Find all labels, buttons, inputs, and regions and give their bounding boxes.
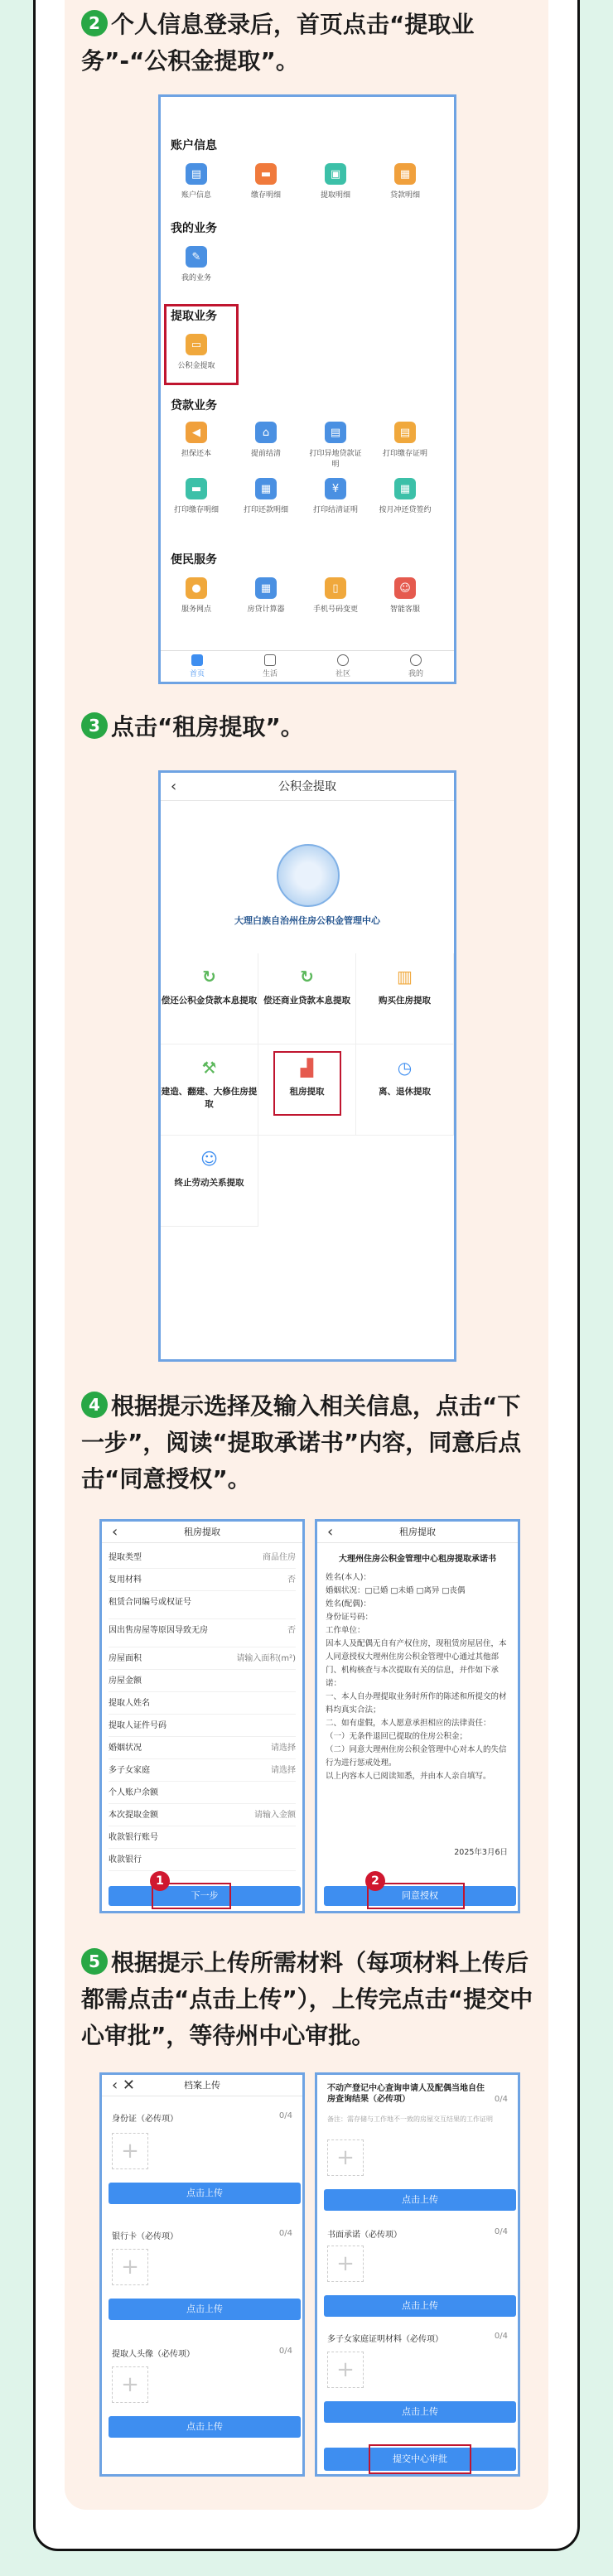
section-title-service: 便民服务 xyxy=(171,553,217,567)
user-circle-icon: ☺ xyxy=(200,1148,218,1169)
section-title-account: 账户信息 xyxy=(171,139,217,152)
user-icon xyxy=(410,654,422,666)
truck-icon: ▬ xyxy=(186,478,207,499)
form-row-label: 个人账户余额 xyxy=(109,1788,158,1797)
tab-home[interactable]: 首页 xyxy=(172,654,222,678)
upload-screenshot-2 xyxy=(315,2072,520,2477)
upload-button-bank[interactable]: 点击上传 xyxy=(109,2299,301,2320)
option-terminate-labor[interactable]: ☺ 终止劳动关系提取 xyxy=(161,1136,258,1227)
add-photo-id[interactable]: + xyxy=(112,2133,148,2169)
form-row-label: 本次提取金额 xyxy=(109,1811,158,1820)
calculator-icon: ▦ xyxy=(255,577,277,599)
step-5-description: 根据提示上传所需材料（每项材料上传后都需点击“点击上传”），上传完点击“提交中心审批”，等待州中心审批。 xyxy=(81,1949,533,2049)
tile-account-info[interactable]: ▤ 账户信息 xyxy=(167,163,225,200)
form-row-value[interactable]: 请输入金额 xyxy=(254,1811,296,1820)
upload-count-promise: 0/4 xyxy=(494,2227,508,2236)
add-photo-property[interactable]: + xyxy=(327,2139,364,2176)
tile-loan-4[interactable]: ▤ 打印缴存证明 xyxy=(376,422,434,458)
step-3-description: 点击“租房提取”。 xyxy=(111,713,304,740)
bag-icon xyxy=(264,654,276,666)
loan-icon: ▦ xyxy=(394,163,416,185)
refresh-icon: ↻ xyxy=(300,966,314,987)
tile-loan-6[interactable]: ▦ 打印还款明细 xyxy=(237,478,295,514)
calendar-icon: ▦ xyxy=(255,478,277,499)
document-icon: ✎ xyxy=(186,246,207,268)
house-icon: ⌂ xyxy=(255,422,277,443)
promise-heading: 大理州住房公积金管理中心租房提取承诺书 xyxy=(339,1555,496,1564)
form-row[interactable] xyxy=(109,1740,296,1759)
upload-note-property: 备注：需存储与工作地不一致的房屋交互结果的工作证明 xyxy=(327,2115,493,2123)
print-icon: ▤ xyxy=(325,422,346,443)
step-5-number: 5 xyxy=(81,1948,108,1975)
tile-fund-withdraw[interactable]: ▭ 公积金提取 xyxy=(167,334,225,370)
withdraw-icon: ▣ xyxy=(325,163,346,185)
section-title-withdraw: 提取业务 xyxy=(171,310,217,323)
upload-button-id[interactable]: 点击上传 xyxy=(109,2183,301,2204)
option-repay-commercial-loan[interactable]: ↻ 偿还商业贷款本息提取 xyxy=(258,953,356,1044)
upload-navbar: ‹ ✕ 档案上传 xyxy=(102,2075,302,2096)
form-row-value[interactable]: 否 xyxy=(287,1575,296,1585)
step-2-text xyxy=(81,7,535,80)
form-row-label: 收款银行 xyxy=(109,1855,142,1864)
tile-service-3[interactable]: ▯ 手机号码变更 xyxy=(306,577,364,614)
form-row[interactable] xyxy=(109,1673,296,1692)
org-name: 大理白族自治州住房公积金管理中心 xyxy=(234,915,380,926)
form-row[interactable] xyxy=(109,1550,296,1569)
form-row-value[interactable]: 请输入面积(m²) xyxy=(236,1654,296,1663)
option-repay-fund-loan[interactable]: ↻ 偿还公积金贷款本息提取 xyxy=(161,953,258,1044)
step-4-text xyxy=(81,1388,535,1498)
building-icon: ▥ xyxy=(397,966,413,987)
upload-label-promise: 书面承诺（必传项） xyxy=(327,2231,402,2240)
fund-icon: ▭ xyxy=(186,334,207,355)
form-row[interactable] xyxy=(109,1623,296,1647)
promise-screenshot xyxy=(315,1519,520,1913)
form-row[interactable] xyxy=(109,1763,296,1782)
form-row[interactable] xyxy=(109,1852,296,1871)
calendar-icon: ▦ xyxy=(394,478,416,499)
form-row-value[interactable]: 商品住房 xyxy=(263,1553,296,1562)
tile-loan-2[interactable]: ⌂ 提前结清 xyxy=(237,422,295,458)
add-photo-bank[interactable]: + xyxy=(112,2249,148,2285)
form-row[interactable] xyxy=(109,1718,296,1737)
tile-deposit-detail[interactable]: ▬ 缴存明细 xyxy=(237,163,295,200)
form-row[interactable] xyxy=(109,1807,296,1826)
home-screenshot xyxy=(158,94,456,684)
tile-loan-3[interactable]: ▤ 打印异地贷款证明 xyxy=(306,422,364,469)
add-photo-promise[interactable]: + xyxy=(327,2246,364,2282)
step-4-description: 根据提示选择及输入相关信息，点击“下一步”，阅读“提取承诺书”内容，同意后点击“同意授权”。 xyxy=(81,1392,522,1493)
hammer-icon: ⚒ xyxy=(201,1057,217,1078)
highlight-rent-option xyxy=(273,1051,341,1116)
promise-body: 姓名(本人)： 婚姻状况：□已婚 □未婚 □离异 □丧偶 姓名(配偶)： 身份证号码： 工作单位： 因本人及配偶无自有产权住房，现租赁房屋居住，本人同意授权大理州住房公积金管理中心通过其他部门、机构核查与本次提取有关的信息，并作如下承诺： 一、本人自办理提取业务时所作的陈述和所提交的材料均真实合法； 二、如有虚假，本人愿意承担相应的法律责任： （一）无条件退回已提取的住房公积金； （二）同意大理州住房公积金管理中心对本人的失信行为进行惩戒处理。 以上内容本人已阅读知悉，并由本人亲自填写。 xyxy=(326,1573,507,1781)
tab-life[interactable]: 生活 xyxy=(245,654,295,678)
wallet-icon: ▬ xyxy=(255,163,277,185)
agree-button[interactable]: 同意授权 xyxy=(324,1886,516,1906)
location-icon: ● xyxy=(186,577,207,599)
form-row-label: 复用材料 xyxy=(109,1575,142,1585)
form-row[interactable] xyxy=(109,1696,296,1715)
rent-form-screenshot xyxy=(99,1519,305,1913)
step-3-text xyxy=(81,709,535,745)
section-title-loan: 贷款业务 xyxy=(171,399,217,412)
option-build-house[interactable]: ⚒ 建造、翻建、大修住房提取 xyxy=(161,1044,258,1136)
upload-count-avatar: 0/4 xyxy=(278,2347,292,2356)
tile-loan-5[interactable]: ▬ 打印缴存明细 xyxy=(167,478,225,514)
form-row-label: 提取类型 xyxy=(109,1553,142,1562)
chat-icon xyxy=(337,654,349,666)
upload-count-bank: 0/4 xyxy=(278,2229,292,2238)
form-row[interactable] xyxy=(109,1785,296,1804)
form-row-value[interactable]: 请选择 xyxy=(271,1766,296,1775)
form-row-label: 婚姻状况 xyxy=(109,1744,142,1753)
next-button[interactable]: 下一步 xyxy=(109,1886,301,1906)
chart-icon: ▟ xyxy=(300,1057,314,1078)
form-row-label: 收款银行账号 xyxy=(109,1833,158,1842)
upload-button-avatar[interactable]: 点击上传 xyxy=(109,2416,301,2438)
option-rent-house[interactable]: ▟ 租房提取 xyxy=(258,1044,356,1136)
upload-button-property[interactable]: 点击上传 xyxy=(324,2189,516,2211)
form-row-value[interactable]: 否 xyxy=(287,1626,296,1635)
step-4-number: 4 xyxy=(81,1392,108,1418)
form-row-label: 租赁合同编号或权证号 xyxy=(109,1598,191,1607)
withdraw-title: 公积金提取 xyxy=(278,780,336,794)
section-title-my-business: 我的业务 xyxy=(171,222,217,235)
tile-loan-8[interactable]: ▦ 按月冲还贷签约 xyxy=(376,478,434,514)
step-2-description: 个人信息登录后，首页点击“提取业务”-“公积金提取”。 xyxy=(81,11,475,75)
yen-icon: ¥ xyxy=(325,478,346,499)
submit-review-button[interactable]: 提交中心审批 xyxy=(324,2448,516,2471)
form-row-label: 多子女家庭 xyxy=(109,1766,150,1775)
upload-label-family: 多子女家庭证明材料（必传项） xyxy=(327,2335,443,2344)
tile-loan-1[interactable]: ◀ 担保还本 xyxy=(167,422,225,458)
tile-loan-7[interactable]: ¥ 打印结清证明 xyxy=(306,478,364,514)
promise-navbar: ‹ 租房提取 xyxy=(317,1522,518,1543)
tile-service-2[interactable]: ▦ 房贷计算器 xyxy=(237,577,295,614)
highlight-submit-button xyxy=(369,2444,471,2474)
upload-count-family: 0/4 xyxy=(494,2332,508,2341)
step-3-number: 3 xyxy=(81,712,108,739)
tile-service-4[interactable]: ☺ 智能客服 xyxy=(376,577,434,614)
back-icon[interactable]: ‹ ✕ xyxy=(112,2077,136,2094)
upload-count-property: 0/4 xyxy=(494,2095,508,2104)
clock-icon: ◷ xyxy=(397,1057,413,1078)
upload-screenshot-1 xyxy=(99,2072,305,2477)
tile-service-1[interactable]: ● 服务网点 xyxy=(167,577,225,614)
form-row-label: 房屋面积 xyxy=(109,1654,142,1663)
add-photo-avatar[interactable]: + xyxy=(112,2366,148,2403)
add-photo-family[interactable]: + xyxy=(327,2352,364,2388)
tile-loan-detail[interactable]: ▦ 贷款明细 xyxy=(376,163,434,200)
back-icon[interactable]: ‹ xyxy=(171,778,177,795)
tab-mine[interactable]: 我的 xyxy=(391,654,441,678)
form-row[interactable] xyxy=(109,1651,296,1670)
back-icon[interactable]: ‹ xyxy=(112,1523,118,1541)
step-badge-1: 1 xyxy=(150,1871,170,1891)
withdraw-navbar xyxy=(161,773,454,801)
step-2-number: 2 xyxy=(81,10,108,36)
upload-label-bank: 银行卡（必传项） xyxy=(112,2232,178,2241)
option-retire[interactable]: ◷ 离、退休提取 xyxy=(356,1044,454,1136)
form-row[interactable] xyxy=(109,1572,296,1591)
upload-button-family[interactable]: 点击上传 xyxy=(324,2401,516,2423)
withdraw-screenshot xyxy=(158,770,456,1362)
form-row-label: 房屋金额 xyxy=(109,1676,142,1686)
form-row-label: 因出售房屋等原因导致无房 xyxy=(109,1626,208,1635)
step-badge-2: 2 xyxy=(365,1871,385,1891)
certificate-icon: ▤ xyxy=(394,422,416,443)
promise-date: 2025年3月6日 xyxy=(454,1848,508,1857)
bottom-tab-bar xyxy=(161,650,454,682)
form-row-value[interactable]: 请选择 xyxy=(271,1744,296,1753)
megaphone-icon: ◀ xyxy=(186,422,207,443)
option-buy-house[interactable]: ▥ 购买住房提取 xyxy=(356,953,454,1044)
form-row-label: 提取人证件号码 xyxy=(109,1721,167,1730)
form-row-label: 提取人姓名 xyxy=(109,1699,150,1708)
service-icon: ☺ xyxy=(394,577,416,599)
upload-label-avatar: 提取人头像（必传项） xyxy=(112,2350,195,2359)
form-row[interactable] xyxy=(109,1594,296,1619)
org-logo xyxy=(277,844,340,907)
home-icon xyxy=(191,654,203,666)
tile-my-business[interactable]: ✎ 我的业务 xyxy=(167,246,225,282)
highlight-withdraw-section xyxy=(164,304,239,385)
step-5-text xyxy=(81,1945,535,2054)
rent-form-navbar: ‹ 租房提取 xyxy=(102,1522,302,1543)
form-row[interactable] xyxy=(109,1830,296,1849)
tab-community[interactable]: 社区 xyxy=(318,654,368,678)
tile-withdraw-detail[interactable]: ▣ 提取明细 xyxy=(306,163,364,200)
phone-icon: ▯ xyxy=(325,577,346,599)
refresh-icon: ↻ xyxy=(202,966,216,987)
upload-label-id: 身份证（必传项） xyxy=(112,2115,178,2124)
account-icon: ▤ xyxy=(186,163,207,185)
upload-button-promise[interactable]: 点击上传 xyxy=(324,2295,516,2317)
back-icon[interactable]: ‹ xyxy=(327,1523,334,1541)
upload-count-id: 0/4 xyxy=(278,2111,292,2120)
upload-label-property: 不动产登记中心查询申请人及配偶当地自住房查询结果（必传项） xyxy=(327,2084,485,2104)
